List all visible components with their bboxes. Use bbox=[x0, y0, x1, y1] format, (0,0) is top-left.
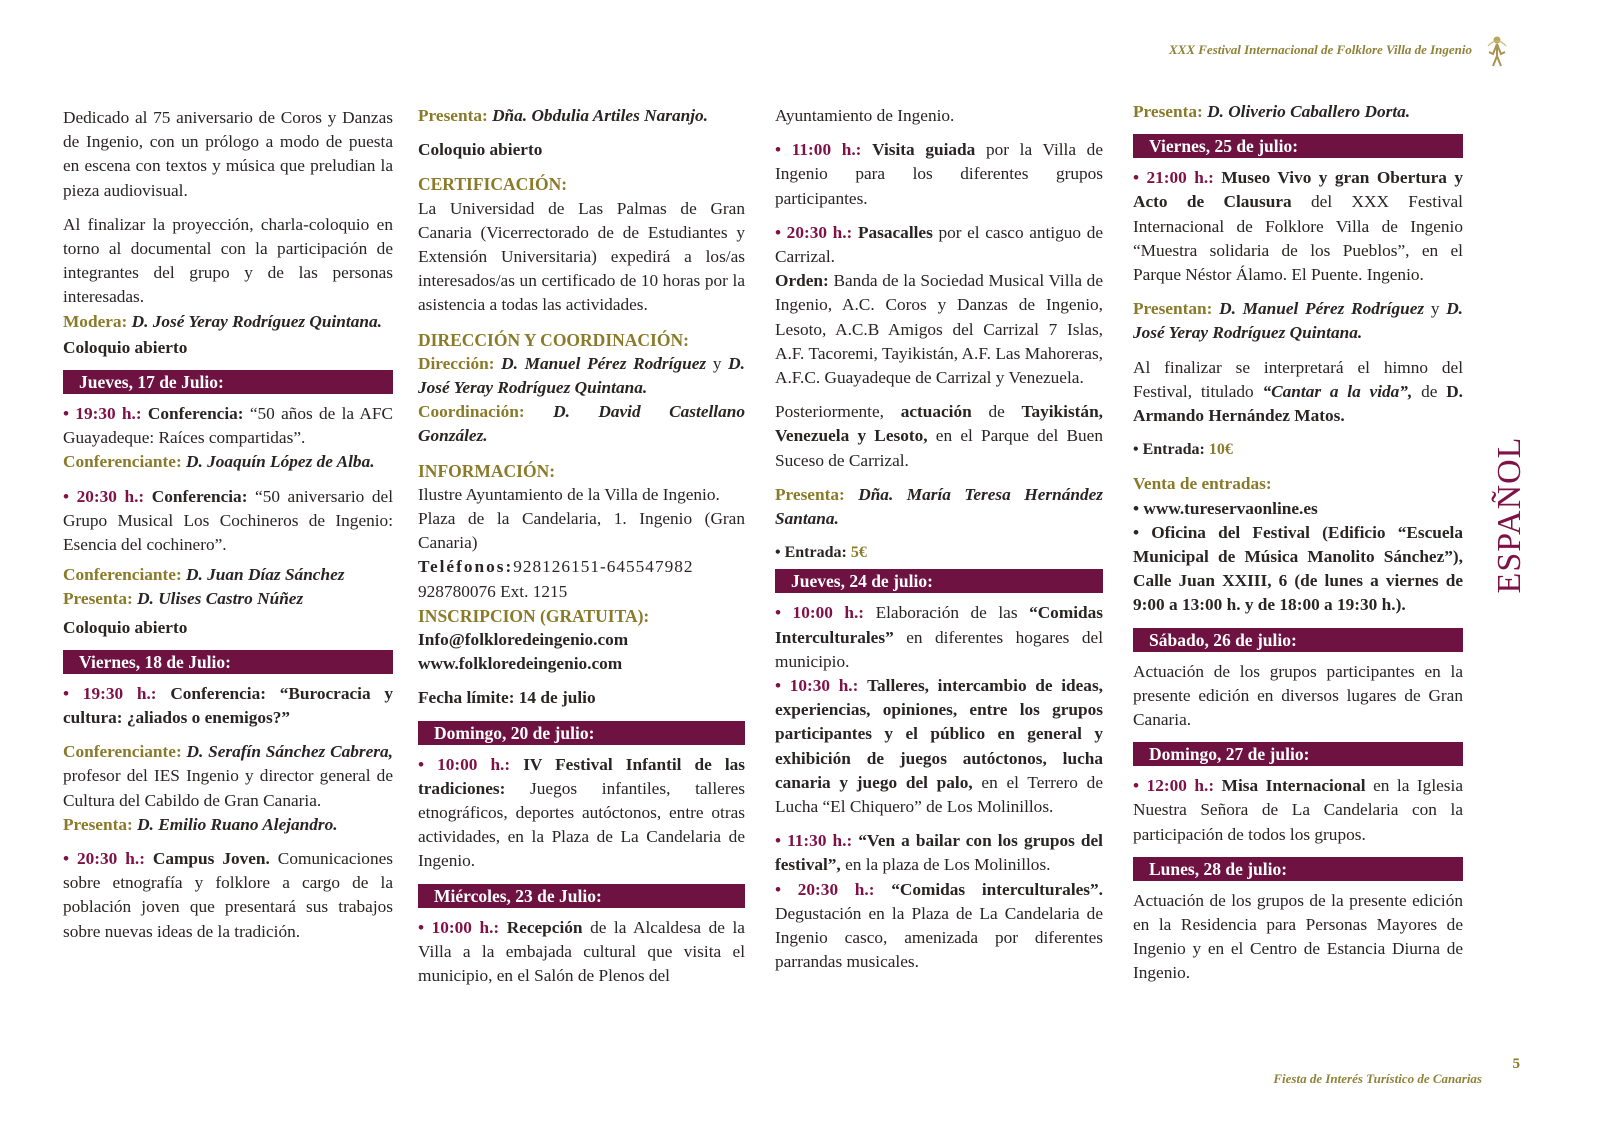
presenter-line: Presenta: Dña. Obdulia Artiles Naranjo. bbox=[418, 106, 708, 125]
day-header-domingo-27: Domingo, 27 de julio: bbox=[1133, 742, 1463, 766]
event-1200-domingo: • 12:00 h.: Misa Internacional en la Iglesia Nuestra Señora de La Candelaria con la participación de todos los grupos. bbox=[1133, 776, 1463, 844]
ticket-price: • Entrada: 10€ bbox=[1133, 441, 1233, 459]
presenter-line: Presenta: D. Ulises Castro Núñez bbox=[63, 589, 304, 609]
coloquio-abierto-label: Coloquio abierto bbox=[63, 617, 188, 637]
phone-ext-line: 928780076 Ext. 1215 bbox=[418, 581, 568, 601]
sabado-text: Actuación de los grupos participantes en la presente edición en diversos lugares de Gran Canaria. bbox=[1133, 661, 1463, 730]
column-3 bbox=[775, 104, 1103, 985]
ticket-price: • Entrada: 5€ bbox=[775, 544, 867, 562]
certification-text: La Universidad de Las Palmas de Gran Canaria (Vicerrectorado de de Estudiantes y Extensión Universitaria) expedirá a los/as interesados/as un certificado de 10 horas por la asistencia a todas las actividades. bbox=[418, 198, 745, 315]
event-1930-viernes: • 19:30 h.: Conferencia: “Burocracia y cultura: ¿aliados o enemigos?” bbox=[63, 683, 393, 728]
inscription-heading: INSCRIPCION (GRATUITA): bbox=[418, 605, 650, 626]
performance-line: Posteriormente, actuación de Tayikistán, Venezuela y Lesoto, en el Parque del Buen Suceso de Carrizal. bbox=[775, 402, 1104, 470]
info-address-1: Ilustre Ayuntamiento de la Villa de Ingenio. bbox=[418, 484, 720, 504]
coordination-line: Coordinación: D. David Castellano González. bbox=[418, 402, 745, 446]
event-2100-viernes: • 21:00 h.: Museo Vivo y gran Obertura y Acto de Clausura del XXX Festival Internacional de Folklore Villa de Ingenio “Muestra solidaria de los Pueblos”, en el Parque Néstor Álamo. El Puente. Ingenio. bbox=[1133, 168, 1463, 285]
header-title: XXX Festival Internacional de Folklore Villa de Ingenio bbox=[1168, 42, 1472, 57]
speaker-line: Conferenciante: D. Joaquín López de Alba. bbox=[63, 452, 375, 472]
coloquio-abierto-label: Coloquio abierto bbox=[63, 337, 188, 357]
presenter-line: Presenta: Dña. María Teresa Hernández Santana. bbox=[775, 484, 1103, 529]
festival-logo-icon bbox=[1482, 32, 1512, 68]
language-label: ESPAÑOL bbox=[1491, 436, 1528, 594]
ticket-sales-heading: Venta de entradas: bbox=[1133, 474, 1272, 494]
column-4 bbox=[1133, 100, 1463, 996]
coloquio-paragraph: Al finalizar la proyección, charla-coloquio en torno al documental con la participación de integrantes del grupo y de las personas interesadas. bbox=[63, 214, 393, 307]
page-number: 5 bbox=[1512, 1056, 1520, 1072]
event-1000-domingo: • 10:00 h.: IV Festival Infantil de las tradiciones: Juegos infantiles, talleres etnográficos, deportes autóctonos, entre otras actividades, en la Plaza de La Candelaria de Ingenio. bbox=[418, 754, 745, 871]
event-2030-viernes: • 20:30 h.: Campus Joven. Comunicaciones sobre etnografía y folklore a cargo de la población joven que presentará sus trabajos sobre nuevas ideas de la tradición. bbox=[63, 849, 393, 941]
column-2 bbox=[418, 104, 745, 998]
day-header-domingo-20: Domingo, 20 de julio: bbox=[418, 721, 745, 745]
event-2030-miercoles: • 20:30 h.: Pasacalles por el casco antiguo de Carrizal. bbox=[775, 222, 1104, 267]
day-header-sabado-26: Sábado, 26 de julio: bbox=[1133, 628, 1463, 652]
column-1 bbox=[63, 106, 393, 954]
event-1000-jueves: • 10:00 h.: Elaboración de las “Comidas Interculturales” en diferentes hogares del municipio. bbox=[775, 603, 1103, 671]
speaker-line: Conferenciante: D. Juan Díaz Sánchez bbox=[63, 565, 345, 585]
speaker-line: Conferenciante: D. Serafín Sánchez Cabrera, profesor del IES Ingenio y director general de Cultura del Cabildo de Gran Canaria. bbox=[63, 742, 393, 810]
festival-office-info: • Oficina del Festival (Edificio “Escuela Municipal de Música Manolito Sánchez”), Calle Juan XXIII, 6 (de lunes a viernes de 9:00 a 13:00 h. y de 18:00 a 19:30 h.). bbox=[1133, 522, 1463, 615]
deadline-line: Fecha límite: 14 de julio bbox=[418, 688, 596, 708]
event-1930-jueves: • 19:30 h.: Conferencia: “50 años de la AFC Guayadeque: Raíces compartidas”. bbox=[63, 404, 394, 448]
contact-email[interactable]: Info@folkloredeingenio.com bbox=[418, 630, 629, 650]
coloquio-abierto-label: Coloquio abierto bbox=[418, 140, 543, 160]
moderator-line: Modera: D. José Yeray Rodríguez Quintana. bbox=[63, 311, 382, 331]
event-1000-miercoles: • 10:00 h.: Recepción de la Alcaldesa de la Villa a la embajada cultural que visita el municipio, en el Salón de Plenos del bbox=[418, 917, 745, 986]
lunes-text: Actuación de los grupos de la presente edición en la Residencia para Personas Mayores de Ingenio y en el Centro de Estancia Diurna de Ingenio. bbox=[1133, 890, 1463, 983]
event-2030-jueves: • 20:30 h.: Conferencia: “50 aniversario del Grupo Musical Los Cochineros de Ingenio: Esencia del cochinero”. bbox=[63, 486, 394, 555]
info-heading: INFORMACIÓN: bbox=[418, 460, 556, 481]
presenter-line: Presenta: D. Oliverio Caballero Dorta. bbox=[1133, 102, 1411, 121]
presenter-line: Presenta: D. Emilio Ruano Alejandro. bbox=[63, 814, 338, 834]
day-header-lunes-28: Lunes, 28 de julio: bbox=[1133, 857, 1463, 881]
day-header-jueves-24: Jueves, 24 de julio: bbox=[775, 569, 1103, 593]
day-header-miercoles-23: Miércoles, 23 de Julio: bbox=[418, 884, 745, 908]
website-link[interactable]: www.folkloredeingenio.com bbox=[418, 654, 623, 674]
presenters-line: Presentan: D. Manuel Pérez Rodríguez y D. José Yeray Rodríguez Quintana. bbox=[1133, 299, 1464, 343]
event-1030-jueves: • 10:30 h.: Talleres, intercambio de ideas, experiencias, opiniones, entre los grupos participantes y el público en general y exhibición de juegos autóctonos, lucha canaria y juego del palo, en el Terrero de Lucha “El Chiquero” de Los Molinillos. bbox=[775, 676, 1103, 817]
ticket-website-link[interactable]: • www.tureservaonline.es bbox=[1133, 498, 1318, 518]
continuation-line: Ayuntamiento de Ingenio. bbox=[775, 106, 955, 125]
event-1130-jueves: • 11:30 h.: “Ven a bailar con los grupos del festival”, en la plaza de Los Molinillos. bbox=[775, 831, 1103, 875]
info-address-2: Plaza de la Candelaria, 1. Ingenio (Gran Canaria) bbox=[418, 509, 745, 553]
direction-line: Dirección: D. Manuel Pérez Rodríguez y D. José Yeray Rodríguez Quintana. bbox=[418, 353, 745, 398]
language-side-tab bbox=[1490, 436, 1530, 594]
event-1100-miercoles: • 11:00 h.: Visita guiada por la Villa de Ingenio para los diferentes grupos participantes. bbox=[775, 140, 1103, 208]
intro-paragraph: Dedicado al 75 aniversario de Coros y Danzas de Ingenio, con un prólogo a modo de puesta en escena con textos y música que preludian la pieza audiovisual. bbox=[63, 108, 393, 200]
event-2030-jueves: • 20:30 h.: “Comidas interculturales”. Degustación en la Plaza de La Candelaria de Ingenio casco, amenizada por diferentes parrandas musicales. bbox=[775, 879, 1103, 972]
phones-line: Teléfonos:928126151-645547982 bbox=[418, 557, 694, 577]
anthem-paragraph: Al finalizar se interpretará el himno del Festival, titulado “Cantar a la vida”, de D. Armando Hernández Matos. bbox=[1133, 357, 1464, 426]
parade-order: Orden: Banda de la Sociedad Musical Villa de Ingenio, A.C. Coros y Danzas de Ingenio, Lesoto, A.C.B Amigos del Carrizal 7 Islas, A.F. Tacoremi, Tayikistán, A.F. Las Mahoreras, A.F.C. Guayadeque de Carrizal y Venezuela. bbox=[775, 271, 1103, 388]
day-header-viernes-18: Viernes, 18 de Julio: bbox=[63, 650, 393, 674]
direction-heading: DIRECCIÓN Y COORDINACIÓN: bbox=[418, 329, 689, 350]
footer-text: Fiesta de Interés Turístico de Canarias bbox=[1273, 1071, 1482, 1086]
day-header-viernes-25: Viernes, 25 de julio: bbox=[1133, 134, 1463, 158]
day-header-jueves-17: Jueves, 17 de Julio: bbox=[63, 370, 393, 394]
certification-heading: CERTIFICACIÓN: bbox=[418, 174, 568, 195]
